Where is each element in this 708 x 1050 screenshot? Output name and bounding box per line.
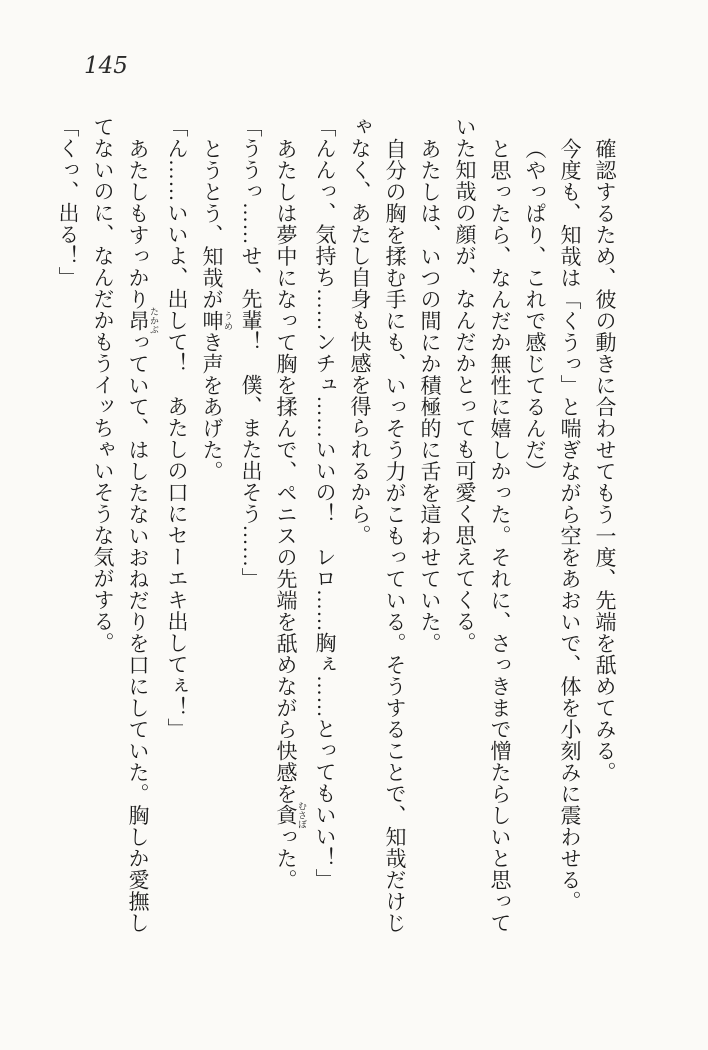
page-number: 145	[84, 53, 128, 79]
page-text	[56, 116, 622, 968]
text-line: あたしは、いつの間にか積極的に舌を這わせていた。	[418, 137, 442, 654]
text-line: （やっぱり、これで感じてるんだ）	[523, 137, 547, 482]
text-line: 「くっ、出る！」	[56, 116, 80, 288]
text-line: とうとう、知哉が呻 うめき声をあげた。	[200, 137, 233, 482]
text-line: 確認するため、彼の動きに合わせてもう一度、先端を舐めてみる。	[593, 137, 617, 783]
text-line: 今度も、知哉は「くうっ」と喘ぎながら空をあおいで、体を小刻みに震わせる。	[558, 137, 582, 912]
text-line: 自分の胸を揉む手にも、いっそう力がこもっている。そうすることで、知哉だけじ	[383, 137, 407, 933]
furigana-ruby: 昂 たかぶ	[126, 306, 159, 334]
text-line: 「ん……いいよ、出して！ あたしの口にセーエキ出してぇ！」	[165, 116, 189, 740]
text-line: てないのに、なんだかもうイッちゃいそうな気がする。	[91, 116, 115, 654]
text-line: あたしもすっかり昂 たかぶっていて、はしたないおねだりを口にしていた。胸しか愛撫し	[126, 137, 159, 933]
text-line: いた知哉の顔が、なんだかとっても可愛く思えてくる。	[453, 116, 477, 654]
text-line: 「ううっ……せ、先輩！ 僕、また出そう……」	[239, 116, 263, 589]
text-line: 「んんっ、気持ち……ンチュ……いいの！ レロ……胸ぇ……とってもいい！」	[313, 116, 337, 890]
furigana-ruby: 貪 むさぼ	[274, 801, 307, 829]
text-line: あたしは夢中になって胸を揉んで、ペニスの先端を舐めながら快感を貪 むさぼった。	[274, 137, 307, 890]
text-line: と思ったら、なんだか無性に嬉しかった。それに、さっきまで憎たらしいと思って	[488, 137, 512, 933]
text-line: ゃなく、あたし自身も快感を得られるから。	[348, 116, 372, 546]
furigana-ruby: 呻 うめ	[200, 309, 233, 331]
